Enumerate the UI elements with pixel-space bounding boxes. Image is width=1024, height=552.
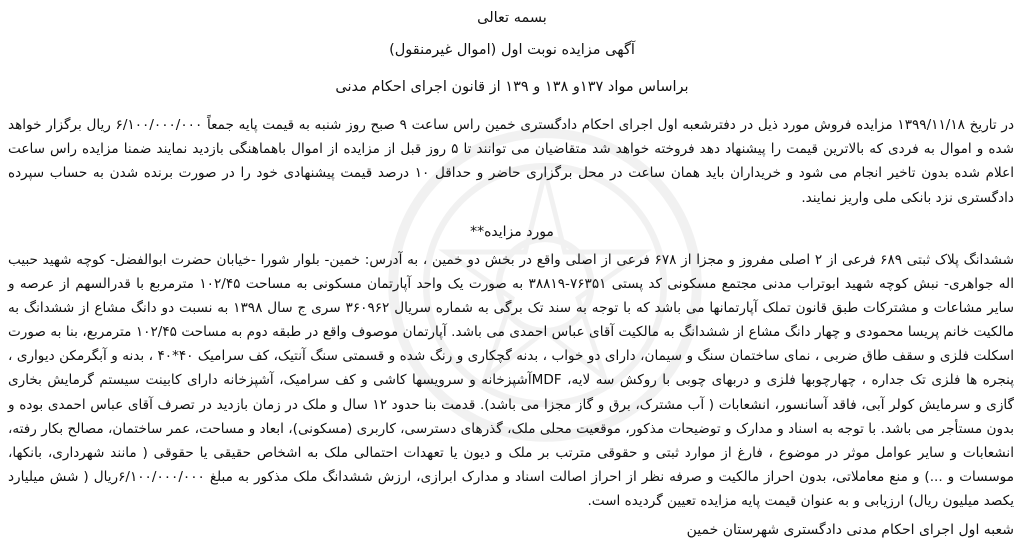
section-heading: مورد مزایده**	[470, 224, 554, 240]
signature: شعبه اول اجرای احکام مدنی دادگستری شهرستان خمین	[686, 522, 1014, 538]
intro-paragraph: در تاریخ ۱۳۹۹/۱۱/۱۸ مزایده فروش مورد ذیل در دفترشعبه اول اجرای احکام دادگستری خمین راس ساعت ۹ صبح روز شنبه به قیمت پایه جمعاً ۶/۱۰۰/۰۰۰/۰۰۰ ریال برگزار خواهد شده و اموال به فردی که بالاترین قیمت را پیشنهاد دهد فروخته خواهد شد متقاضیان می توانند تا ۵ روز قبل از مزایده از اموال باهماهنگی بازدید نمایند ضمنا مزایده راس ساعت اعلام شده بدون تاخیر انجام می شود و خریداران باید همان ساعت در محل برگزاری حاضر و حداقل ۱۰ درصد قیمت پیشنهادی خود را در صورت برنده شدن به حساب سپرده دادگستری نزد بانکی ملی واریز نمایند.	[8, 117, 1015, 206]
notice-title: آگهی مزایده نوبت اول (اموال غیرمنقول)	[389, 42, 635, 58]
notice-subtitle: براساس مواد ۱۳۷و ۱۳۸ و ۱۳۹ از قانون اجرای احکام مدنی	[335, 79, 689, 95]
basmala: بسمه تعالی	[477, 10, 547, 26]
property-description: ششدانگ پلاک ثبتی ۶۸۹ فرعی از ۲ اصلی مفروز و مجزا از ۶۷۸ فرعی از اصلی واقع در بخش دو خمین ، به آدرس: خمین- بلوار شورا -خیابان حضرت ابوالفضل- کوچه شهید حبیب اله جواهری- نبش کوچه شهید ابوتراب مدنی مجتمع مسکونی کد پستی ۷۶۳۵۱-۳۸۸۱۹ به صورت یک واحد آپارتمان مسکونی به مساحت ۱۰۲/۴۵ مترمربع با قدرالسهم از عرصه و سایر مشاعات و مشترکات طبق قانون تملک آپارتمانها می باشد که با توجه به سند تک برگی به شماره سریال ۳۶۰۹۶۲ سری ج سال ۱۳۹۸ به نسبت دو دانگ مشاع از ششدانگ به مالکیت خانم پریسا محمودی و چهار دانگ مشاع از ششدانگ به مالکیت آقای عباس احمدی می باشد. آپارتمان موصوف واقع در طبقه دوم به مساحت ۱۰۲/۴۵ مترمربع، بنا به صورت اسکلت فلزی و سقف طاق ضربی ، نمای ساختمان سنگ و سیمان، دارای دو خواب ، بدنه گچکاری و رنگ شده و قسمتی سنگ آنتیک، کف سرامیک ۴۰*۴۰ ، بدنه و آبگرمکن دیواری ، پنجره ها فلزی تک جداره ، چهارچوبها فلزی و دربهای چوبی با روکش سه لایه، MDFآشپزخانه و سرویسها کاشی و کف سرامیک، آشپزخانه دارای کابینت سیستم گرمایش بخاری گازی و سرمایش کولر آبی، فاقد آسانسور، انشعابات ( آب مشترک، برق و گاز مجزا می باشد). قدمت بنا حدود ۱۲ سال و ملک در زمان بازدید در تصرف آقای عباس احمدی بوده و بدون مستأجر می باشد. با توجه به اسناد و مدارک و توضیحات مذکور، موقعیت محلی ملک، گذرهای دسترسی، کاربری (مسکونی)، ابعاد و مساحت، عمر ساختمان، مصالح بکار رفته، انشعابات و سایر عوامل موثر در موضوع ، فارغ از موارد ثبتی و حقوقی مترتب بر ملک و دیون یا تعهدات احتمالی ملک به اشخاص حقیقی یا حقوقی ( مانند شهرداری، بانکها، موسسات و ...) و منع معاملاتی، بدون احراز مالکیت و صرفه نظر از احراز اصالت اسناد و مدارک ابرازی، ارزش ششدانگ ملک مذکور به مبلغ ۶/۱۰۰/۰۰۰/۰۰۰ریال ( شش میلیارد یکصد میلیون ریال) ارزیابی و به عنوان قیمت پایه مزایده تعیین گردیده است.	[8, 252, 1015, 509]
